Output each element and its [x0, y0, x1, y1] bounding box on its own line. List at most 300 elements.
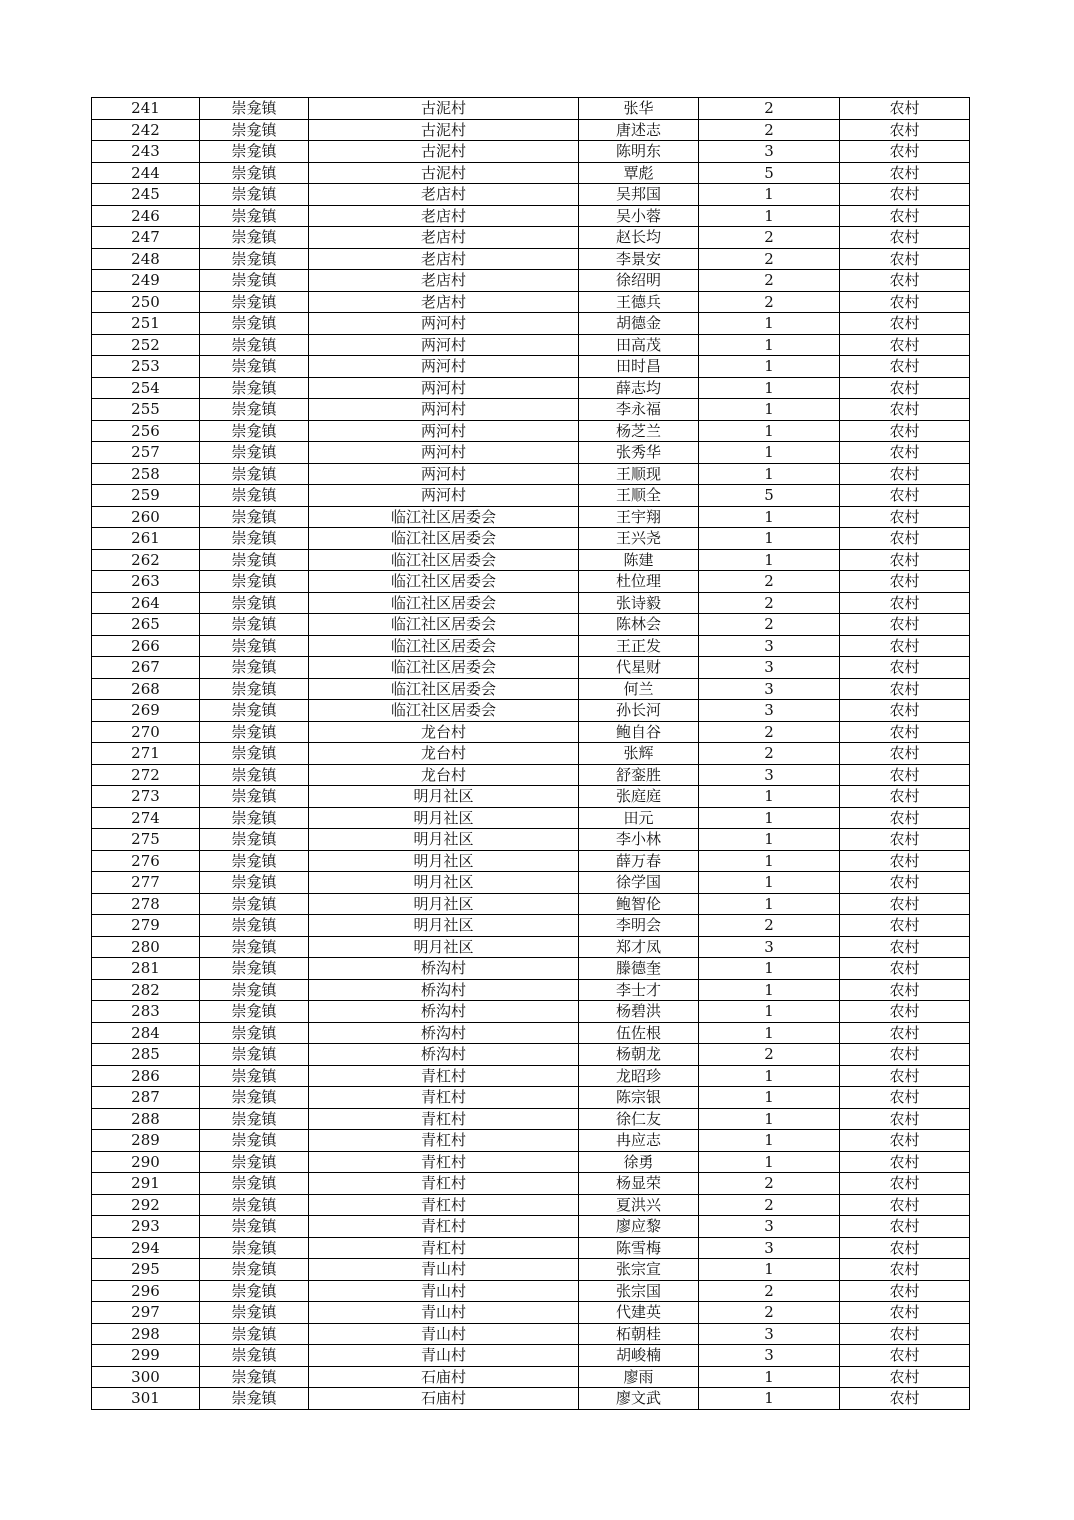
town-cell: 崇龛镇	[200, 872, 309, 894]
town-cell: 崇龛镇	[200, 635, 309, 657]
town-cell: 崇龛镇	[200, 248, 309, 270]
village-cell: 青杠村	[309, 1151, 579, 1173]
row-number-cell: 294	[92, 1237, 200, 1259]
household-size-cell: 1	[699, 506, 840, 528]
row-number-cell: 265	[92, 614, 200, 636]
name-cell: 张宗国	[579, 1280, 699, 1302]
row-number-cell: 296	[92, 1280, 200, 1302]
village-cell: 青杠村	[309, 1237, 579, 1259]
table-row	[92, 1022, 970, 1044]
town-cell: 崇龛镇	[200, 270, 309, 292]
town-cell: 崇龛镇	[200, 592, 309, 614]
table-row	[92, 248, 970, 270]
table-row	[92, 1130, 970, 1152]
household-size-cell: 2	[699, 1194, 840, 1216]
table-row	[92, 420, 970, 442]
area-type-cell: 农村	[840, 592, 970, 614]
row-number-cell: 295	[92, 1259, 200, 1281]
household-size-cell: 1	[699, 334, 840, 356]
name-cell: 陈建	[579, 549, 699, 571]
household-size-cell: 1	[699, 1001, 840, 1023]
row-number-cell: 288	[92, 1108, 200, 1130]
area-type-cell: 农村	[840, 1259, 970, 1281]
name-cell: 田高茂	[579, 334, 699, 356]
town-cell: 崇龛镇	[200, 571, 309, 593]
area-type-cell: 农村	[840, 205, 970, 227]
table-row	[92, 463, 970, 485]
name-cell: 王顺全	[579, 485, 699, 507]
row-number-cell: 282	[92, 979, 200, 1001]
roster-table	[91, 97, 970, 1410]
household-size-cell: 1	[699, 463, 840, 485]
area-type-cell: 农村	[840, 399, 970, 421]
name-cell: 杜位理	[579, 571, 699, 593]
town-cell: 崇龛镇	[200, 442, 309, 464]
name-cell: 滕德奎	[579, 958, 699, 980]
area-type-cell: 农村	[840, 915, 970, 937]
area-type-cell: 农村	[840, 420, 970, 442]
town-cell: 崇龛镇	[200, 313, 309, 335]
table-row	[92, 1302, 970, 1324]
town-cell: 崇龛镇	[200, 958, 309, 980]
household-size-cell: 1	[699, 1366, 840, 1388]
household-size-cell: 1	[699, 1259, 840, 1281]
row-number-cell: 262	[92, 549, 200, 571]
town-cell: 崇龛镇	[200, 463, 309, 485]
row-number-cell: 241	[92, 98, 200, 120]
village-cell: 老店村	[309, 248, 579, 270]
row-number-cell: 289	[92, 1130, 200, 1152]
name-cell: 代星财	[579, 657, 699, 679]
household-size-cell: 1	[699, 872, 840, 894]
row-number-cell: 269	[92, 700, 200, 722]
village-cell: 两河村	[309, 356, 579, 378]
name-cell: 陈宗银	[579, 1087, 699, 1109]
row-number-cell: 250	[92, 291, 200, 313]
household-size-cell: 1	[699, 205, 840, 227]
name-cell: 徐仁友	[579, 1108, 699, 1130]
row-number-cell: 264	[92, 592, 200, 614]
town-cell: 崇龛镇	[200, 1044, 309, 1066]
household-size-cell: 1	[699, 399, 840, 421]
town-cell: 崇龛镇	[200, 893, 309, 915]
village-cell: 明月社区	[309, 936, 579, 958]
village-cell: 临江社区居委会	[309, 614, 579, 636]
row-number-cell: 266	[92, 635, 200, 657]
row-number-cell: 291	[92, 1173, 200, 1195]
household-size-cell: 1	[699, 1065, 840, 1087]
area-type-cell: 农村	[840, 1087, 970, 1109]
household-size-cell: 2	[699, 743, 840, 765]
row-number-cell: 270	[92, 721, 200, 743]
name-cell: 廖文武	[579, 1388, 699, 1410]
name-cell: 覃彪	[579, 162, 699, 184]
household-size-cell: 3	[699, 1216, 840, 1238]
name-cell: 杨碧洪	[579, 1001, 699, 1023]
town-cell: 崇龛镇	[200, 743, 309, 765]
village-cell: 青山村	[309, 1345, 579, 1367]
household-size-cell: 1	[699, 807, 840, 829]
household-size-cell: 3	[699, 764, 840, 786]
row-number-cell: 293	[92, 1216, 200, 1238]
name-cell: 陈雪梅	[579, 1237, 699, 1259]
area-type-cell: 农村	[840, 1302, 970, 1324]
table-row	[92, 528, 970, 550]
village-cell: 老店村	[309, 205, 579, 227]
village-cell: 两河村	[309, 313, 579, 335]
household-size-cell: 2	[699, 721, 840, 743]
row-number-cell: 260	[92, 506, 200, 528]
row-number-cell: 276	[92, 850, 200, 872]
village-cell: 龙台村	[309, 764, 579, 786]
village-cell: 临江社区居委会	[309, 592, 579, 614]
town-cell: 崇龛镇	[200, 979, 309, 1001]
table-row	[92, 614, 970, 636]
town-cell: 崇龛镇	[200, 399, 309, 421]
row-number-cell: 297	[92, 1302, 200, 1324]
area-type-cell: 农村	[840, 1151, 970, 1173]
village-cell: 老店村	[309, 291, 579, 313]
name-cell: 薛志均	[579, 377, 699, 399]
town-cell: 崇龛镇	[200, 915, 309, 937]
name-cell: 胡德金	[579, 313, 699, 335]
village-cell: 临江社区居委会	[309, 657, 579, 679]
table-row	[92, 1194, 970, 1216]
village-cell: 青杠村	[309, 1173, 579, 1195]
table-row	[92, 485, 970, 507]
village-cell: 两河村	[309, 463, 579, 485]
row-number-cell: 253	[92, 356, 200, 378]
name-cell: 田时昌	[579, 356, 699, 378]
village-cell: 两河村	[309, 485, 579, 507]
name-cell: 陈林会	[579, 614, 699, 636]
row-number-cell: 272	[92, 764, 200, 786]
name-cell: 吴邦国	[579, 184, 699, 206]
town-cell: 崇龛镇	[200, 1280, 309, 1302]
name-cell: 张华	[579, 98, 699, 120]
household-size-cell: 1	[699, 829, 840, 851]
household-size-cell: 2	[699, 270, 840, 292]
table-row	[92, 1044, 970, 1066]
area-type-cell: 农村	[840, 506, 970, 528]
name-cell: 廖雨	[579, 1366, 699, 1388]
household-size-cell: 2	[699, 592, 840, 614]
row-number-cell: 281	[92, 958, 200, 980]
name-cell: 李小林	[579, 829, 699, 851]
village-cell: 两河村	[309, 334, 579, 356]
village-cell: 龙台村	[309, 721, 579, 743]
household-size-cell: 1	[699, 979, 840, 1001]
town-cell: 崇龛镇	[200, 420, 309, 442]
household-size-cell: 2	[699, 227, 840, 249]
area-type-cell: 农村	[840, 98, 970, 120]
town-cell: 崇龛镇	[200, 1345, 309, 1367]
village-cell: 临江社区居委会	[309, 571, 579, 593]
row-number-cell: 247	[92, 227, 200, 249]
town-cell: 崇龛镇	[200, 334, 309, 356]
table-row	[92, 399, 970, 421]
household-size-cell: 1	[699, 549, 840, 571]
table-row	[92, 205, 970, 227]
area-type-cell: 农村	[840, 1065, 970, 1087]
area-type-cell: 农村	[840, 1044, 970, 1066]
table-row	[92, 1237, 970, 1259]
area-type-cell: 农村	[840, 829, 970, 851]
table-row	[92, 829, 970, 851]
village-cell: 老店村	[309, 184, 579, 206]
village-cell: 古泥村	[309, 162, 579, 184]
town-cell: 崇龛镇	[200, 1323, 309, 1345]
household-size-cell: 3	[699, 1323, 840, 1345]
area-type-cell: 农村	[840, 893, 970, 915]
area-type-cell: 农村	[840, 1130, 970, 1152]
name-cell: 伍佐根	[579, 1022, 699, 1044]
table-row	[92, 1087, 970, 1109]
village-cell: 青山村	[309, 1280, 579, 1302]
area-type-cell: 农村	[840, 549, 970, 571]
town-cell: 崇龛镇	[200, 1366, 309, 1388]
table-row	[92, 334, 970, 356]
village-cell: 临江社区居委会	[309, 549, 579, 571]
town-cell: 崇龛镇	[200, 678, 309, 700]
village-cell: 石庙村	[309, 1366, 579, 1388]
area-type-cell: 农村	[840, 442, 970, 464]
town-cell: 崇龛镇	[200, 1065, 309, 1087]
area-type-cell: 农村	[840, 764, 970, 786]
household-size-cell: 1	[699, 313, 840, 335]
village-cell: 青杠村	[309, 1065, 579, 1087]
village-cell: 临江社区居委会	[309, 700, 579, 722]
table-row	[92, 162, 970, 184]
name-cell: 张秀华	[579, 442, 699, 464]
area-type-cell: 农村	[840, 786, 970, 808]
table-row	[92, 700, 970, 722]
town-cell: 崇龛镇	[200, 205, 309, 227]
name-cell: 张辉	[579, 743, 699, 765]
table-row	[92, 1280, 970, 1302]
village-cell: 青山村	[309, 1302, 579, 1324]
area-type-cell: 农村	[840, 721, 970, 743]
area-type-cell: 农村	[840, 1388, 970, 1410]
town-cell: 崇龛镇	[200, 1022, 309, 1044]
household-size-cell: 1	[699, 356, 840, 378]
row-number-cell: 273	[92, 786, 200, 808]
name-cell: 徐绍明	[579, 270, 699, 292]
table-row	[92, 549, 970, 571]
table-row	[92, 442, 970, 464]
area-type-cell: 农村	[840, 184, 970, 206]
town-cell: 崇龛镇	[200, 764, 309, 786]
row-number-cell: 299	[92, 1345, 200, 1367]
area-type-cell: 农村	[840, 657, 970, 679]
row-number-cell: 275	[92, 829, 200, 851]
table-body	[92, 98, 970, 1410]
area-type-cell: 农村	[840, 1216, 970, 1238]
area-type-cell: 农村	[840, 463, 970, 485]
village-cell: 青杠村	[309, 1194, 579, 1216]
town-cell: 崇龛镇	[200, 141, 309, 163]
village-cell: 桥沟村	[309, 1022, 579, 1044]
name-cell: 王宇翔	[579, 506, 699, 528]
area-type-cell: 农村	[840, 958, 970, 980]
table-row	[92, 291, 970, 313]
row-number-cell: 252	[92, 334, 200, 356]
row-number-cell: 267	[92, 657, 200, 679]
area-type-cell: 农村	[840, 141, 970, 163]
name-cell: 李明会	[579, 915, 699, 937]
village-cell: 桥沟村	[309, 1044, 579, 1066]
household-size-cell: 1	[699, 420, 840, 442]
household-size-cell: 2	[699, 119, 840, 141]
table-row	[92, 506, 970, 528]
name-cell: 王顺现	[579, 463, 699, 485]
household-size-cell: 2	[699, 1173, 840, 1195]
village-cell: 古泥村	[309, 98, 579, 120]
area-type-cell: 农村	[840, 528, 970, 550]
name-cell: 鲍自谷	[579, 721, 699, 743]
village-cell: 明月社区	[309, 829, 579, 851]
table-row	[92, 936, 970, 958]
town-cell: 崇龛镇	[200, 227, 309, 249]
table-row	[92, 141, 970, 163]
table-row	[92, 356, 970, 378]
household-size-cell: 3	[699, 678, 840, 700]
table-row	[92, 979, 970, 1001]
village-cell: 两河村	[309, 399, 579, 421]
row-number-cell: 259	[92, 485, 200, 507]
name-cell: 张诗毅	[579, 592, 699, 614]
household-size-cell: 2	[699, 614, 840, 636]
town-cell: 崇龛镇	[200, 98, 309, 120]
household-size-cell: 2	[699, 1302, 840, 1324]
row-number-cell: 245	[92, 184, 200, 206]
name-cell: 冉应志	[579, 1130, 699, 1152]
name-cell: 舒銮胜	[579, 764, 699, 786]
name-cell: 薛万春	[579, 850, 699, 872]
area-type-cell: 农村	[840, 614, 970, 636]
village-cell: 明月社区	[309, 915, 579, 937]
name-cell: 徐学国	[579, 872, 699, 894]
row-number-cell: 290	[92, 1151, 200, 1173]
area-type-cell: 农村	[840, 850, 970, 872]
table-row	[92, 893, 970, 915]
town-cell: 崇龛镇	[200, 807, 309, 829]
village-cell: 明月社区	[309, 893, 579, 915]
row-number-cell: 257	[92, 442, 200, 464]
area-type-cell: 农村	[840, 162, 970, 184]
table-row	[92, 1065, 970, 1087]
household-size-cell: 1	[699, 184, 840, 206]
household-size-cell: 1	[699, 377, 840, 399]
table-row	[92, 592, 970, 614]
name-cell: 赵长均	[579, 227, 699, 249]
table-row	[92, 743, 970, 765]
row-number-cell: 277	[92, 872, 200, 894]
household-size-cell: 1	[699, 528, 840, 550]
row-number-cell: 301	[92, 1388, 200, 1410]
village-cell: 青杠村	[309, 1087, 579, 1109]
village-cell: 青杠村	[309, 1108, 579, 1130]
area-type-cell: 农村	[840, 700, 970, 722]
village-cell: 古泥村	[309, 119, 579, 141]
name-cell: 张庭庭	[579, 786, 699, 808]
row-number-cell: 279	[92, 915, 200, 937]
area-type-cell: 农村	[840, 936, 970, 958]
name-cell: 吴小蓉	[579, 205, 699, 227]
table-row	[92, 1323, 970, 1345]
name-cell: 何兰	[579, 678, 699, 700]
household-size-cell: 2	[699, 248, 840, 270]
area-type-cell: 农村	[840, 678, 970, 700]
area-type-cell: 农村	[840, 334, 970, 356]
town-cell: 崇龛镇	[200, 549, 309, 571]
name-cell: 龙昭珍	[579, 1065, 699, 1087]
town-cell: 崇龛镇	[200, 936, 309, 958]
village-cell: 临江社区居委会	[309, 678, 579, 700]
area-type-cell: 农村	[840, 119, 970, 141]
town-cell: 崇龛镇	[200, 184, 309, 206]
area-type-cell: 农村	[840, 1366, 970, 1388]
name-cell: 代建英	[579, 1302, 699, 1324]
town-cell: 崇龛镇	[200, 291, 309, 313]
town-cell: 崇龛镇	[200, 1001, 309, 1023]
village-cell: 青山村	[309, 1259, 579, 1281]
town-cell: 崇龛镇	[200, 162, 309, 184]
name-cell: 张宗宣	[579, 1259, 699, 1281]
town-cell: 崇龛镇	[200, 721, 309, 743]
name-cell: 鲍智伦	[579, 893, 699, 915]
town-cell: 崇龛镇	[200, 1173, 309, 1195]
area-type-cell: 农村	[840, 743, 970, 765]
area-type-cell: 农村	[840, 1345, 970, 1367]
name-cell: 李永福	[579, 399, 699, 421]
town-cell: 崇龛镇	[200, 700, 309, 722]
village-cell: 两河村	[309, 420, 579, 442]
table-row	[92, 915, 970, 937]
table-row	[92, 1151, 970, 1173]
household-size-cell: 2	[699, 98, 840, 120]
area-type-cell: 农村	[840, 1173, 970, 1195]
area-type-cell: 农村	[840, 979, 970, 1001]
area-type-cell: 农村	[840, 485, 970, 507]
area-type-cell: 农村	[840, 1280, 970, 1302]
household-size-cell: 2	[699, 915, 840, 937]
area-type-cell: 农村	[840, 377, 970, 399]
name-cell: 胡峻楠	[579, 1345, 699, 1367]
village-cell: 明月社区	[309, 786, 579, 808]
village-cell: 老店村	[309, 227, 579, 249]
row-number-cell: 284	[92, 1022, 200, 1044]
household-size-cell: 2	[699, 1280, 840, 1302]
household-size-cell: 1	[699, 1108, 840, 1130]
village-cell: 青杠村	[309, 1216, 579, 1238]
village-cell: 古泥村	[309, 141, 579, 163]
village-cell: 青山村	[309, 1323, 579, 1345]
row-number-cell: 268	[92, 678, 200, 700]
table-row	[92, 1366, 970, 1388]
name-cell: 陈明东	[579, 141, 699, 163]
area-type-cell: 农村	[840, 1237, 970, 1259]
table-row	[92, 786, 970, 808]
name-cell: 王兴尧	[579, 528, 699, 550]
table-row	[92, 657, 970, 679]
row-number-cell: 251	[92, 313, 200, 335]
household-size-cell: 2	[699, 571, 840, 593]
household-size-cell: 1	[699, 1388, 840, 1410]
table-row	[92, 1345, 970, 1367]
row-number-cell: 261	[92, 528, 200, 550]
household-size-cell: 3	[699, 635, 840, 657]
